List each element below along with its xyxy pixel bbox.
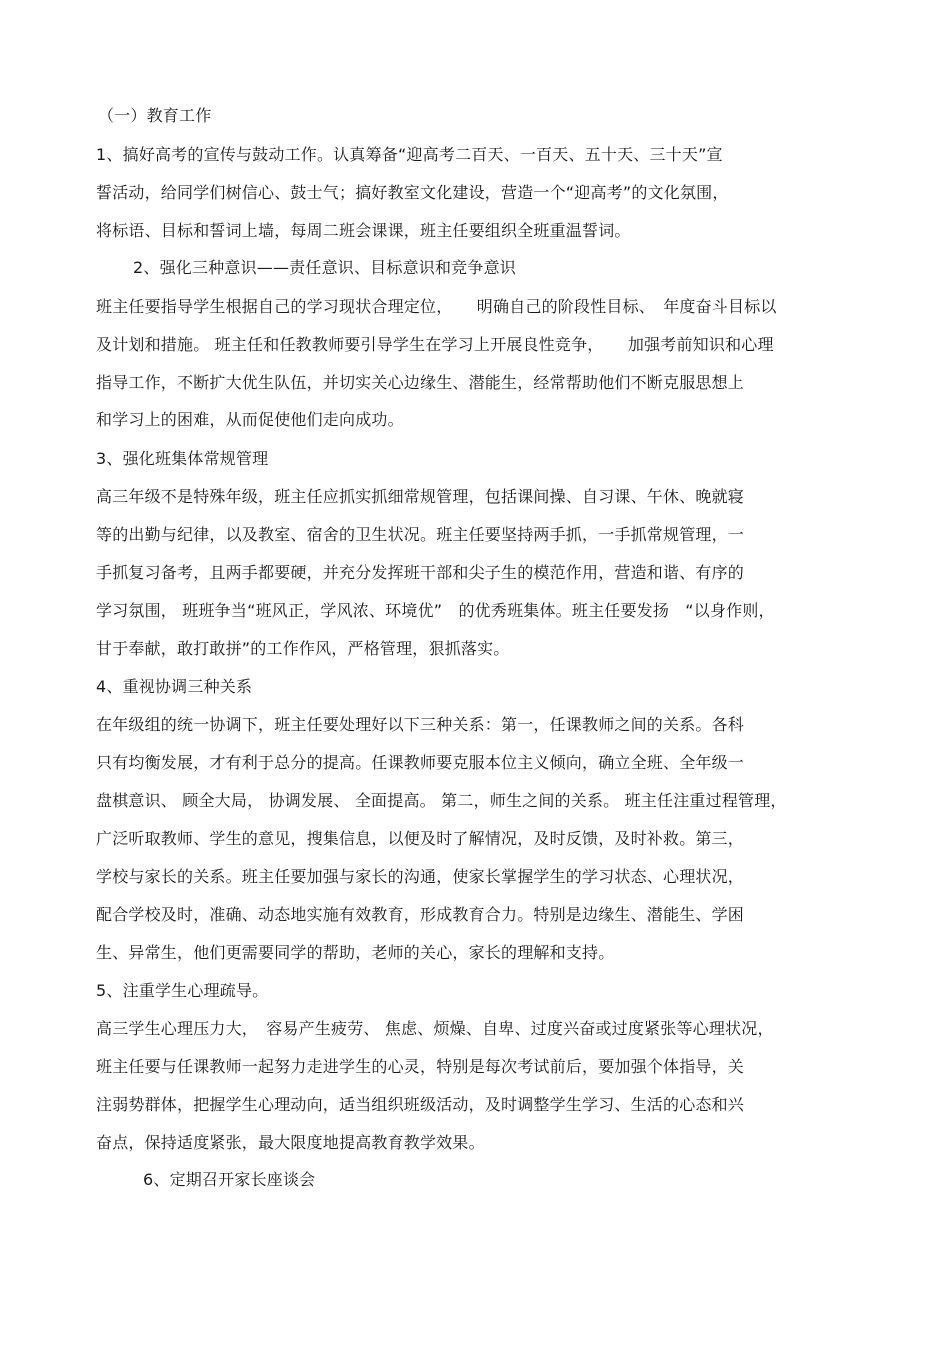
paragraph-line: 学校与家长的关系。班主任要加强与家长的沟通，使家长掌握学生的学习状态、心理状况，	[96, 867, 745, 886]
item-1-title-line: 1、搞好高考的宣传与鼓动工作。认真筹备“迎高考二百天、一百天、五十天、三十天”宣	[96, 145, 723, 164]
paragraph-line: 誓活动，给同学们树信心、鼓士气；搞好教室文化建设，营造一个“迎高考”的文化氛围，	[96, 183, 729, 202]
paragraph-line: 奋点，保持适度紧张，最大限度地提高教育教学效果。	[96, 1133, 485, 1152]
item-6-title: 6、定期召开家长座谈会	[143, 1170, 316, 1189]
section-heading: （一）教育工作	[98, 106, 212, 125]
paragraph-line: 甘于奉献，敢打敢拼”的工作作风，严格管理，狠抓落实。	[96, 639, 510, 658]
paragraph-line: 指导工作，不断扩大优生队伍，并切实关心边缘生、潜能生，经常帮助他们不断克服思想上	[96, 373, 745, 392]
paragraph-line: 广泛听取教师、学生的意见，搜集信息，以便及时了解情况，及时反馈，及时补救。第三，	[96, 829, 745, 848]
paragraph-line: 注弱势群体，把握学生心理动向，适当组织班级活动，及时调整学生学习、生活的心态和兴	[96, 1095, 745, 1114]
item-2-title: 2、强化三种意识——责任意识、目标意识和竞争意识	[133, 258, 516, 277]
paragraph-line: 高三学生心理压力大， 容易产生疲劳、 焦虑、烦燥、自卑、过度兴奋或过度紧张等心理状况，	[96, 1019, 774, 1038]
paragraph-line: 等的出勤与纪律，以及教室、宿舍的卫生状况。班主任要坚持两手抓，一手抓常规管理，一	[96, 525, 745, 544]
paragraph-line: 将标语、目标和誓词上墙，每周二班会课课，班主任要组织全班重温誓词。	[96, 221, 631, 240]
paragraph-line: 盘棋意识、 顾全大局， 协调发展、 全面提高。 第二，师生之间的关系。 班主任注重过程管理，	[96, 791, 787, 810]
paragraph-line: 学习氛围， 班班争当“班风正，学风浓、环境优” 的优秀班集体。班主任要发扬 “以身作则，	[96, 601, 775, 620]
paragraph-line: 高三年级不是特殊年级，班主任应抓实抓细常规管理，包括课间操、自习课、午休、晚就寝	[96, 487, 745, 506]
paragraph-line: 手抓复习备考，且两手都要硬，并充分发挥班干部和尖子生的模范作用，营造和谐、有序的	[96, 563, 745, 582]
paragraph-line: 在年级组的统一协调下，班主任要处理好以下三种关系：第一，任课教师之间的关系。各科	[96, 715, 745, 734]
item-5-title: 5、注重学生心理疏导。	[96, 981, 269, 1000]
paragraph-line: 和学习上的困难，从而促使他们走向成功。	[96, 410, 404, 429]
paragraph-line: 及计划和措施。 班主任和任教教师要引导学生在学习上开展良性竞争， 加强考前知识和心理	[96, 335, 774, 354]
paragraph-line: 班主任要指导学生根据自己的学习现状合理定位， 明确自己的阶段性目标、 年度奋斗目标以	[96, 297, 777, 316]
paragraph-line: 配合学校及时，准确、动态地实施有效教育，形成教育合力。特别是边缘生、潜能生、学困	[96, 905, 745, 924]
paragraph-line: 班主任要与任课教师一起努力走进学生的心灵，特别是每次考试前后，要加强个体指导，关	[96, 1057, 745, 1076]
paragraph-line: 只有均衡发展，才有利于总分的提高。任课教师要克服本位主义倾向，确立全班、全年级一	[96, 753, 745, 772]
paragraph-line: 生、异常生，他们更需要同学的帮助，老师的关心，家长的理解和支持。	[96, 943, 615, 962]
item-4-title: 4、重视协调三种关系	[96, 677, 253, 696]
item-3-title: 3、强化班集体常规管理	[96, 449, 269, 468]
